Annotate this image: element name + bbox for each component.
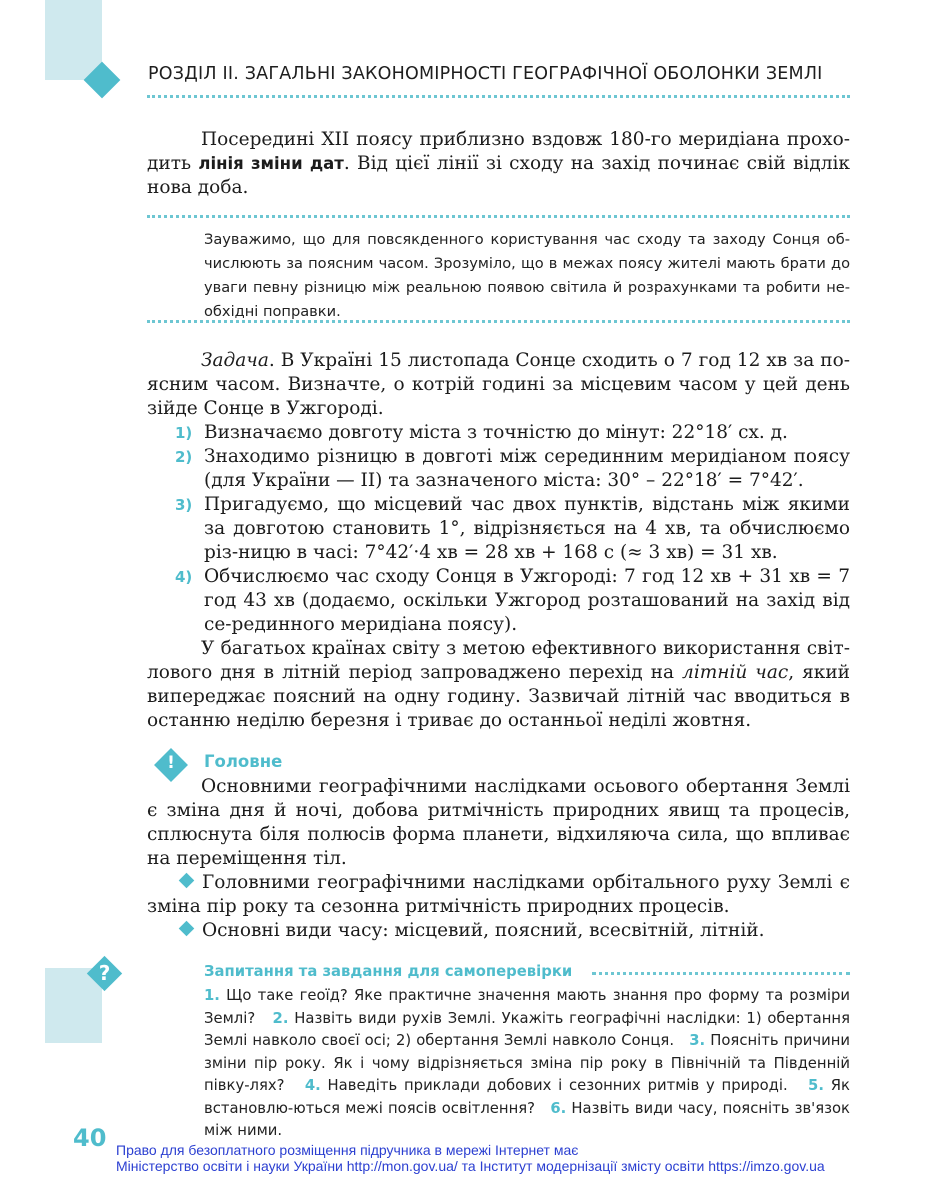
step-1: 1) Визначаємо довготу міста з точністю до мінут: 22°18′ сх. д. <box>175 422 788 443</box>
main-heading: Головне <box>204 752 283 771</box>
task-paragraph: Задача. В Україні 15 листопада Сонце сходить о 7 год 12 хв за по-ясним часом. Визначте, о котрій годині за місцевим часом у цей день зійде Сонце в Ужгороді. <box>147 350 850 419</box>
page-number: 40 <box>73 1124 107 1152</box>
summer-time-paragraph: У багатьох країнах світу з метою ефективного використання світ-лового дня в літній період запроваджено перехід на літній час, який випереджає поясний на одну годину. Зазвичай літній час вводиться в останню неділю березня і триває до останньої неділі жовтня. <box>147 638 850 731</box>
top-tab-decoration <box>45 0 102 80</box>
questions-divider <box>592 972 850 975</box>
questions-heading: Запитання та завдання для самоперевірки <box>204 963 573 980</box>
header-divider <box>147 95 850 98</box>
step-3: 3) Пригадуємо, що місцевий час двох пунктів, відстань між якими за довготою становить 1°, відрізняється на 4 хв, та обчислюємо різ-ницю в часі: 7°42′·4 хв = 28 хв + 168 с (≈ 3 хв) = 31 хв. <box>175 494 850 563</box>
footer-line-1[interactable]: Право для безоплатного розміщення підручника в мережі Інтернет має <box>116 1142 579 1158</box>
question-icon: ? <box>86 955 122 991</box>
main-paragraph-1: Основними географічними наслідками осьового обертання Землі є зміна дня й ночі, добова ритмічність природних явищ та процесів, сплюснута біля полюсів форма планети, відхиляюча сила, що впливає на переміщення тіл. <box>147 776 850 869</box>
paragraph-date-line: Посередині ХІІ поясу приблизно вздовж 180-го меридіана прохо-дить лінія зміни дат. Від цієї лінії зі сходу на захід починає свій відлік нова доба. <box>147 129 850 198</box>
diamond-bullet-icon <box>179 921 195 937</box>
note-text: Зауважимо, що для повсякденного користування час сходу та заходу Сонця об-числюють за поясним часом. Зрозуміло, що в межах поясу жителі мають брати до уваги певну різницю між реальною появою світила й розрахунками та робити не-обхідні поправки. <box>204 231 850 320</box>
questions-list: 1. Що таке геоїд? Яке практичне значення мають знання про форму та розміри Землі? 2. Назвіть види рухів Землі. Укажіть географічні наслідки: 1) обертання Землі навколо своєї осі; 2) обертання Землі навколо Сонця. 3. Поясніть причини зміни пір року. Як і чому відрізняється зміна пір року в Північній та Південній півку-лях? 4. Наведіть приклади добових і сезонних ритмів у природі. 5. Як встановлю-ються межі поясів освітлення? 6. Назвіть види часу, поясніть зв'язок між ними. <box>204 987 850 1139</box>
step-4: 4) Обчислюємо час сходу Сонця в Ужгороді: 7 год 12 хв + 31 хв = 7 год 43 хв (додаємо, оскільки Ужгород розташований на захід від се-рединного меридіана поясу). <box>175 566 850 635</box>
section-title: РОЗДІЛ ІІ. ЗАГАЛЬНІ ЗАКОНОМІРНОСТІ ГЕОГРАФІЧНОЇ ОБОЛОНКИ ЗЕМЛІ <box>148 64 823 84</box>
exclamation-icon: ! <box>154 748 188 782</box>
main-paragraph-2: Головними географічними наслідками орбітального руху Землі є зміна пір року та сезонна ритмічність природних процесів. <box>147 872 850 917</box>
note-divider-bottom <box>147 320 850 323</box>
main-paragraph-3: Основні види часу: місцевий, поясний, всесвітній, літній. <box>147 919 850 943</box>
footer-line-2[interactable]: Міністерство освіти і науки України http://mon.gov.ua/ та Інститут модернізації змісту освіти https://imzo.gov.ua <box>116 1158 825 1174</box>
diamond-bullet-icon <box>179 873 195 889</box>
step-2: 2) Знаходимо різницю в довготі між серединним меридіаном поясу (для України — ІІ) та зазначеного міста: 30° – 22°18′ = 7°42′. <box>175 446 850 491</box>
note-divider-top <box>147 215 850 218</box>
